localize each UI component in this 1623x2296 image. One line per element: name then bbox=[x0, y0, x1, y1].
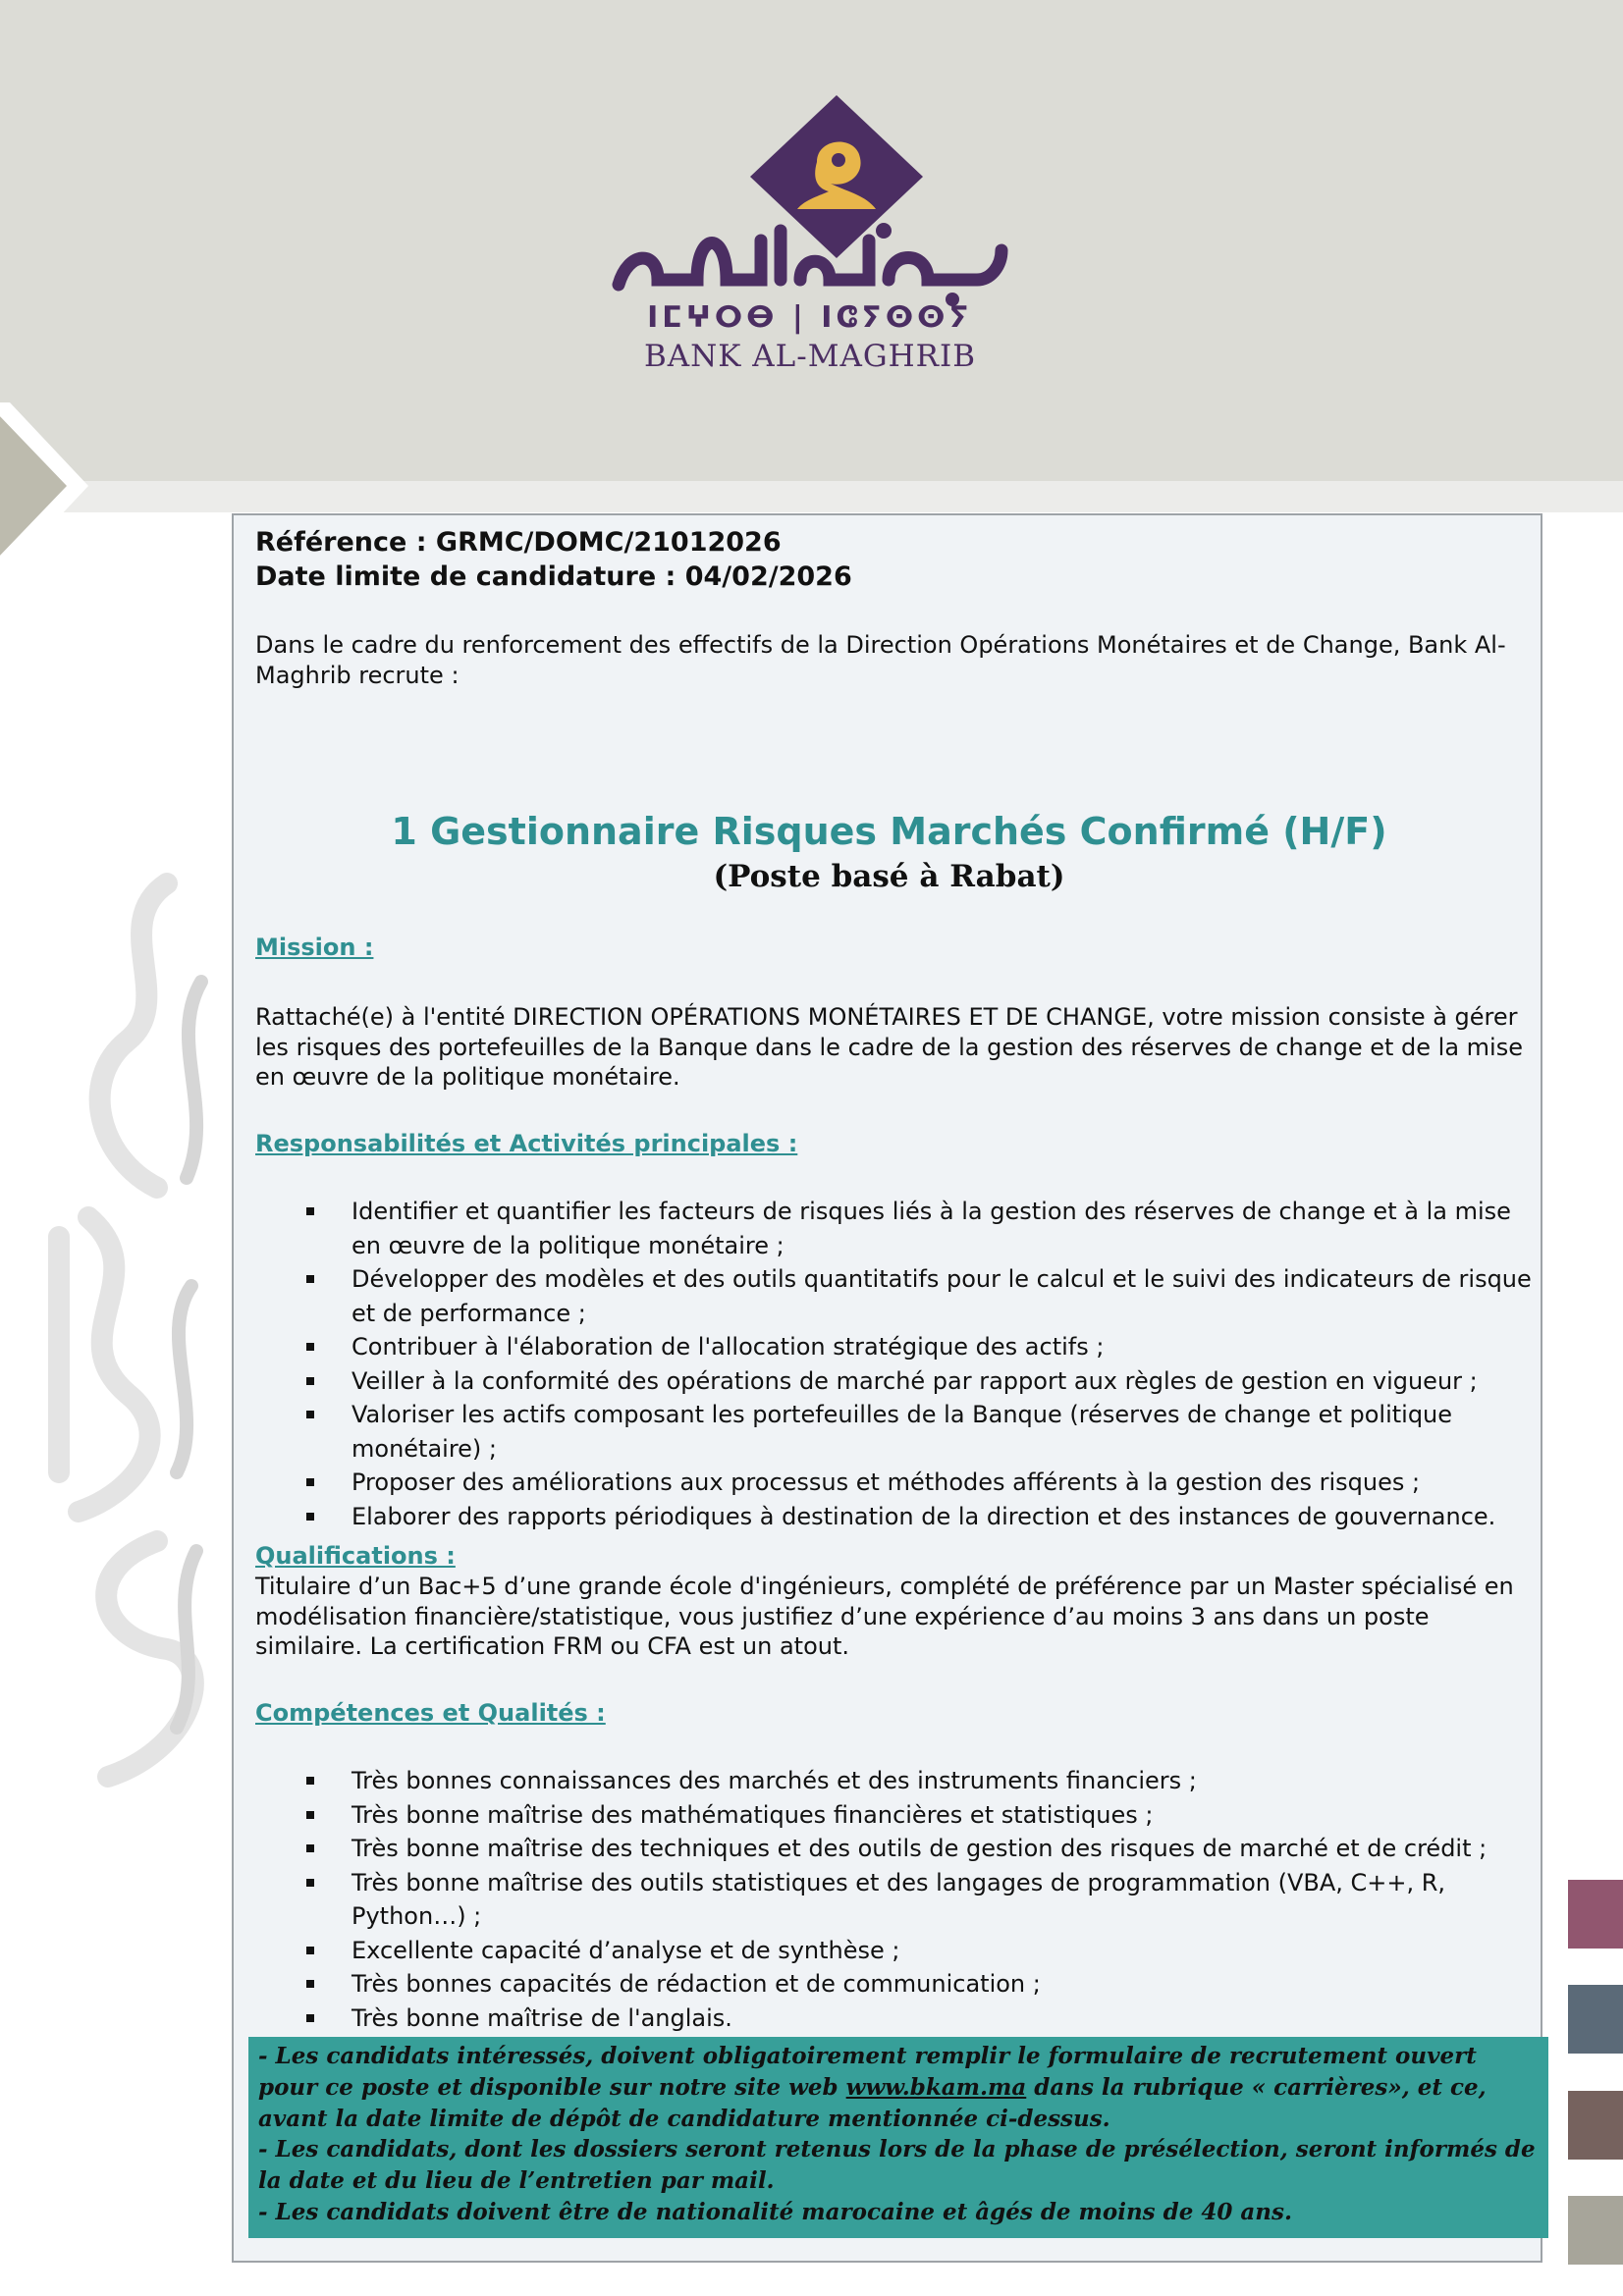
bullet-icon bbox=[306, 2014, 314, 2022]
notice-eligibility: - Les candidats doivent être de nationalité marocaine et âgés de moins de 40 ans. bbox=[258, 2198, 1292, 2225]
bullet-icon bbox=[306, 1207, 314, 1215]
bullet-icon bbox=[306, 1377, 314, 1385]
color-square-brown bbox=[1568, 2091, 1623, 2160]
color-square-slate bbox=[1568, 1985, 1623, 2054]
list-item: Très bonnes connaissances des marchés et des instruments financiers ; bbox=[255, 1764, 1532, 1798]
bullet-icon bbox=[306, 1513, 314, 1521]
header-strip bbox=[0, 481, 1623, 512]
chevron-decoration bbox=[0, 402, 88, 569]
list-item: Proposer des améliorations aux processus et méthodes afférents à la gestion des risques ; bbox=[255, 1466, 1532, 1500]
bullet-icon bbox=[306, 1811, 314, 1819]
list-item: Elaborer des rapports périodiques à destination de la direction et des instances de gouvernance. bbox=[255, 1500, 1532, 1534]
qualifications-text: Titulaire d’un Bac+5 d’une grande école d'ingénieurs, complété de préférence par un Master spécialisé en modélisation financière/statistique, vous justifiez d’une expérience d’au moins 3 ans dans un poste similaire. La certification FRM ou CFA est un atout. bbox=[255, 1573, 1514, 1660]
list-item: Très bonne maîtrise des mathématiques financières et statistiques ; bbox=[255, 1798, 1532, 1833]
deadline: Date limite de candidature : 04/02/2026 bbox=[255, 561, 852, 592]
skills-list bbox=[255, 1764, 1532, 2035]
reference: Référence : GRMC/DOMC/21012026 bbox=[255, 527, 782, 558]
website-link[interactable]: www.bkam.ma bbox=[845, 2073, 1027, 2101]
bullet-icon bbox=[306, 1777, 314, 1785]
job-location: (Poste basé à Rabat) bbox=[713, 859, 1065, 894]
bullet-icon bbox=[306, 1844, 314, 1852]
bank-al-maghrib-logo bbox=[589, 93, 1031, 388]
logo-tifinagh-text: ⵏⵎⵖⵔⴱ | ⵏⵛⵢⵙⵙⵢ bbox=[647, 300, 973, 335]
responsibilities-heading: Responsabilités et Activités principales : bbox=[255, 1130, 798, 1157]
application-notice: - Les candidats intéressés, doivent obligatoirement remplir le formulaire de recrutement ouvert pour ce poste et disponible sur notre site web www.bkam.ma dans la rubrique « carrières», et ce, avant la date limite de dépôt de candidature mentionnée ci-dessus. - Les candidats, dont les dossiers seront retenus lors de la phase de présélection, seront informés de la date et du lieu de l’entretien par mail. - Les candidats doivent être de nationalité marocaine et âgés de moins de 40 ans. bbox=[248, 2037, 1548, 2238]
color-square-mauve bbox=[1568, 1880, 1623, 1949]
logo-emblem bbox=[589, 93, 1031, 339]
bullet-icon bbox=[306, 1411, 314, 1418]
arabic-calligraphy-watermark bbox=[20, 864, 236, 1806]
list-item: Très bonnes capacités de rédaction et de communication ; bbox=[255, 1967, 1532, 2002]
bullet-icon bbox=[306, 1275, 314, 1283]
list-item: Identifier et quantifier les facteurs de risques liés à la gestion des réserves de change et à la mise en œuvre de la politique monétaire ; bbox=[255, 1195, 1532, 1262]
mission-heading: Mission : bbox=[255, 934, 374, 961]
list-item: Veiller à la conformité des opérations de marché par rapport aux règles de gestion en vigueur ; bbox=[255, 1364, 1532, 1399]
list-item: Très bonne maîtrise de l'anglais. bbox=[255, 2002, 1532, 2036]
color-square-taupe bbox=[1568, 2196, 1623, 2265]
bullet-icon bbox=[306, 1980, 314, 1988]
list-item: Très bonne maîtrise des outils statistiques et des langages de programmation (VBA, C++, R, Python…) ; bbox=[255, 1866, 1532, 1934]
list-item: Développer des modèles et des outils quantitatifs pour le calcul et le suivi des indicateurs de risque et de performance ; bbox=[255, 1262, 1532, 1330]
mission-text: Rattaché(e) à l'entité DIRECTION OPÉRATIONS MONÉTAIRES ET DE CHANGE, votre mission consiste à gérer les risques des portefeuilles de la Banque dans le cadre de la gestion des réserves de change et de la mise en œuvre de la politique monétaire. bbox=[255, 1003, 1523, 1091]
bullet-icon bbox=[306, 1879, 314, 1887]
notice-selection: - Les candidats, dont les dossiers seront retenus lors de la phase de présélection, seront informés de la date et du lieu de l’entretien par mail. bbox=[258, 2136, 1536, 2195]
skills-heading: Compétences et Qualités : bbox=[255, 1699, 606, 1727]
qualifications-heading: Qualifications : bbox=[255, 1542, 456, 1570]
job-title: 1 Gestionnaire Risques Marchés Confirmé (H/F) bbox=[391, 810, 1387, 853]
bullet-icon bbox=[306, 1343, 314, 1351]
list-item: Contribuer à l'élaboration de l'allocation stratégique des actifs ; bbox=[255, 1330, 1532, 1364]
bullet-icon bbox=[306, 1478, 314, 1486]
intro-text: Dans le cadre du renforcement des effectifs de la Direction Opérations Monétaires et de Change, Bank Al-Maghrib recrute : bbox=[255, 631, 1506, 689]
responsibilities-list bbox=[255, 1195, 1532, 1533]
reference-block bbox=[255, 525, 852, 594]
list-item: Très bonne maîtrise des techniques et des outils de gestion des risques de marché et de crédit ; bbox=[255, 1832, 1532, 1866]
list-item: Excellente capacité d’analyse et de synthèse ; bbox=[255, 1934, 1532, 1968]
job-offer-card bbox=[232, 513, 1542, 2263]
logo-latin-text: BANK AL-MAGHRIB bbox=[643, 339, 977, 374]
list-item: Valoriser les actifs composant les portefeuilles de la Banque (réserves de change et politique monétaire) ; bbox=[255, 1398, 1532, 1466]
bullet-icon bbox=[306, 1947, 314, 1954]
